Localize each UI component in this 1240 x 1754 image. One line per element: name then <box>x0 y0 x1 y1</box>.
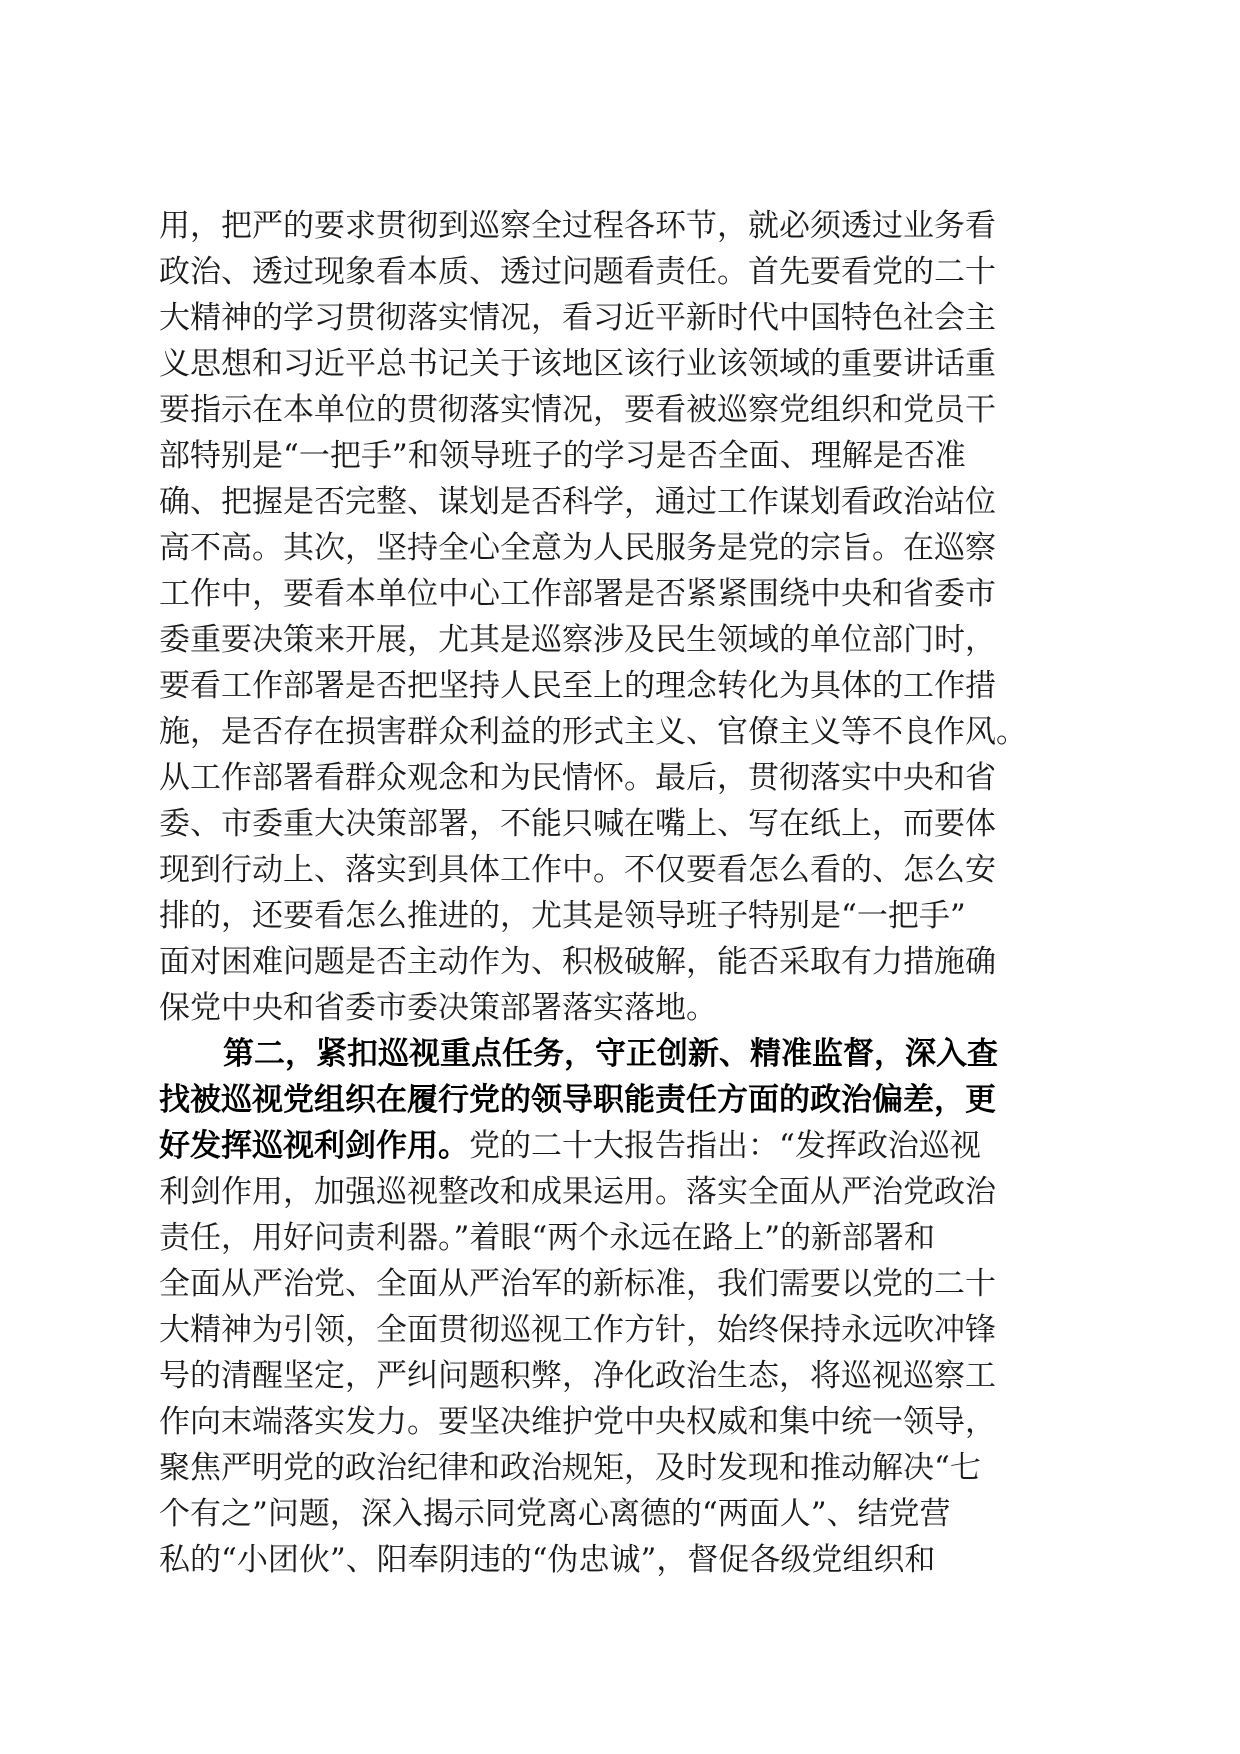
text-line: 现到行动上、落实到具体工作中。不仅要看怎么看的、怎么安 <box>159 852 996 888</box>
text-line: 要指示在本单位的贯彻落实情况，要看被巡察党组织和党员干 <box>159 392 996 428</box>
text-line: 高不高。其次，坚持全心全意为人民服务是党的宗旨。在巡察 <box>159 530 996 566</box>
text-line: 义思想和习近平总书记关于该地区该行业该领域的重要讲话重 <box>159 346 996 382</box>
body-text <box>159 203 1089 1583</box>
text-line: 面对困难问题是否主动作为、积极破解，能否采取有力措施确 <box>159 944 996 980</box>
text-line: 大精神为引领，全面贯彻巡视工作方针，始终保持永远吹冲锋 <box>159 1312 996 1348</box>
text-line: 个有之”问题，深入揭示同党离心离德的“两面人”、结党营 <box>159 1496 951 1532</box>
paragraph-2 <box>159 1031 1089 1583</box>
section-heading-line: 找被巡视党组织在履行党的领导职能责任方面的政治偏差，更 <box>159 1082 996 1118</box>
text-line: 部特别是“一把手”和领导班子的学习是否全面、理解是否准 <box>159 438 966 474</box>
text-line: 确、把握是否完整、谋划是否科学，通过工作谋划看政治站位 <box>159 484 996 520</box>
text-line: 大精神的学习贯彻落实情况，看习近平新时代中国特色社会主 <box>159 300 996 336</box>
text-line: 要看工作部署是否把坚持人民至上的理念转化为具体的工作措 <box>159 668 996 704</box>
text-line: 全面从严治党、全面从严治军的新标准，我们需要以党的二十 <box>159 1266 996 1302</box>
text-line: 工作中，要看本单位中心工作部署是否紧紧围绕中央和省委市 <box>159 576 996 612</box>
text-line: 利剑作用，加强巡视整改和成果运用。落实全面从严治党政治 <box>159 1174 996 1210</box>
text-line: 号的清醒坚定，严纠问题积弊，净化政治生态，将巡视巡察工 <box>159 1358 996 1394</box>
text-line: 委、市委重大决策部署，不能只喊在嘴上、写在纸上，而要体 <box>159 806 996 842</box>
text-line: 保党中央和省委市委决策部署落实落地。 <box>159 990 717 1026</box>
text-line: 委重要决策来开展，尤其是巡察涉及民生领域的单位部门时， <box>159 622 996 658</box>
text-line: 聚焦严明党的政治纪律和政治规矩，及时发现和推动解决“七 <box>159 1450 981 1486</box>
text-line: 私的“小团伙”、阳奉阴违的“伪忠诚”，督促各级党组织和 <box>159 1542 936 1578</box>
text-fragment: 党的二十大报告指出：“发挥政治巡视 <box>469 1128 981 1164</box>
text-line: 施，是否存在损害群众利益的形式主义、官僚主义等不良作风。 <box>159 714 1027 750</box>
text-line: 政治、透过现象看本质、透过问题看责任。首先要看党的二十 <box>159 254 996 290</box>
text-line: 从工作部署看群众观念和为民情怀。最后，贯彻落实中央和省 <box>159 760 996 796</box>
mixed-line <box>159 1123 1089 1169</box>
section-heading-tail: 好发挥巡视利剑作用。 <box>159 1128 469 1164</box>
section-heading-line: 第二，紧扣巡视重点任务，守正创新、精准监督，深入查 <box>223 1036 998 1072</box>
text-line: 作向末端落实发力。要坚决维护党中央权威和集中统一领导， <box>159 1404 996 1440</box>
text-line: 排的，还要看怎么推进的，尤其是领导班子特别是“一把手” <box>159 898 966 934</box>
text-line: 责任，用好问责利器。”着眼“两个永远在路上”的新部署和 <box>159 1220 936 1256</box>
text-line: 用，把严的要求贯彻到巡察全过程各环节，就必须透过业务看 <box>159 208 996 244</box>
paragraph-1 <box>159 203 1089 1031</box>
